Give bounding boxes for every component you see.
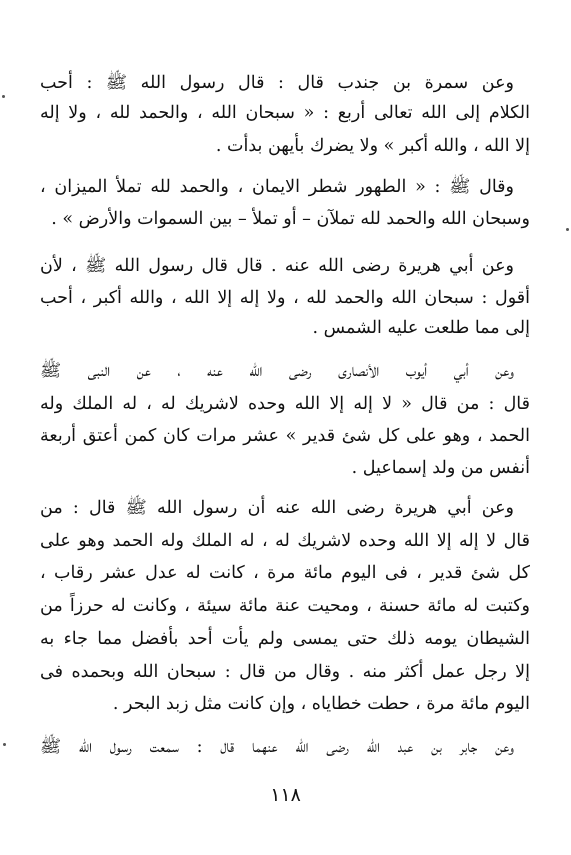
text-line: الحمد ، وهو على كل شئ قدير » عشر مرات كان كمن أعتق أربعة bbox=[40, 426, 530, 446]
text-line: الشيطان يومه ذلك حتى يمسى ولم يأت أحد بأفضل مما جاء به bbox=[40, 629, 530, 649]
text-line: إلى مما طلعت عليه الشمس . bbox=[312, 318, 530, 338]
scan-speck bbox=[3, 743, 6, 746]
text-line: وعن أبي هريرة رضى الله عنه . قال قال رسول الله ﷺ ، لأن bbox=[40, 256, 514, 276]
text-line: الكلام إلى الله تعالى أربع : « سبحان الله ، والحمد لله ، ولا إله bbox=[40, 103, 530, 123]
text-line: كل شئ قدير ، فى اليوم مائة مرة ، كانت له عدل عشر رقاب ، bbox=[40, 563, 530, 583]
text-line: أنفس من ولد إسماعيل . bbox=[351, 458, 530, 478]
scan-speck bbox=[566, 228, 569, 231]
text-line: قال لا إله إلا الله وحده لاشريك له ، له الملك وله الحمد وهو على bbox=[40, 531, 530, 551]
text-line: وقال ﷺ : « الطهور شطر الايمان ، والحمد لله تملأ الميزان ، bbox=[40, 177, 514, 197]
text-line: إلا رجل عمل أكثر منه . وقال من قال : سبحان الله وبحمده فى bbox=[40, 662, 530, 682]
text-line: أقول : سبحان الله والحمد لله ، ولا إله إلا الله ، والله أكبر ، أحب bbox=[40, 288, 530, 308]
text-line: وعن أبي هريرة رضى الله عنه أن رسول الله ﷺ قال : من bbox=[40, 498, 514, 518]
text-line: اليوم مائة مرة ، حطت خطاياه ، وإن كانت مثل زبد البحر . bbox=[112, 694, 530, 714]
scan-speck bbox=[2, 95, 5, 98]
text-line: وعن جابر بن عبد الله رضى الله عنهما قال : سمعت رسول الله ﷺ bbox=[40, 737, 514, 757]
text-line: وعن أبي أيوب الأنصارى رضى الله عنه ، عن النبى ﷺ bbox=[40, 361, 514, 381]
text-line: قال : من قال « لا إله إلا الله وحده لاشريك له ، له الملك وله bbox=[40, 394, 530, 414]
text-line: وكتبت له مائة حسنة ، ومحيت عنة مائة سيئة ، وكانت له حرزاً من bbox=[40, 596, 530, 616]
text-line: وعن سمرة بن جندب قال : قال رسول الله ﷺ : أحب bbox=[40, 73, 514, 93]
page-number: ١١٨ bbox=[270, 784, 301, 806]
text-line: إلا الله ، والله أكبر » ولا يضرك بأيهن بدأت . bbox=[215, 136, 530, 156]
text-line: وسبحان الله والحمد لله تملآن – أو تملأ – بين السموات والأرض » . bbox=[51, 209, 530, 229]
